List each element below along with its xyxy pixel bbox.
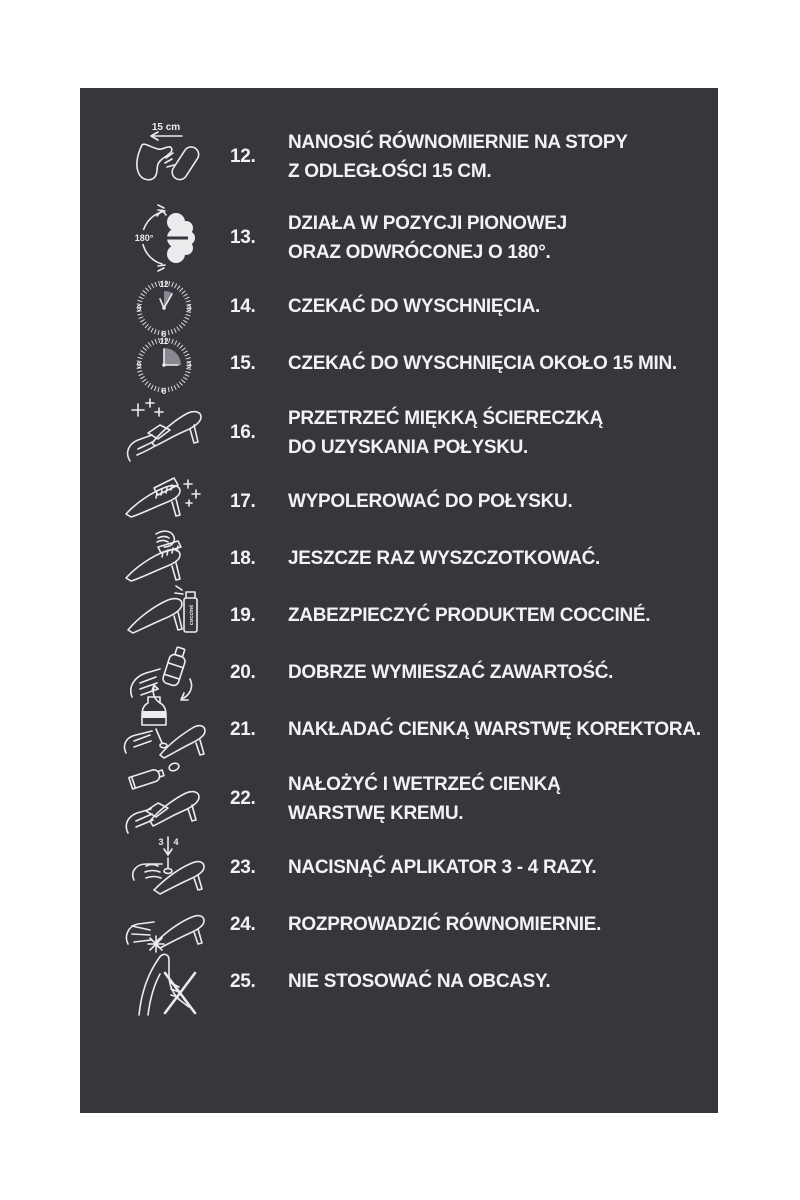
item-number: 20.	[230, 661, 256, 683]
svg-text:12: 12	[159, 279, 169, 289]
item-number: 23.	[230, 856, 256, 878]
list-item	[98, 530, 710, 587]
list-item	[98, 758, 710, 839]
item-text: NAŁOŻYĆ I WETRZEĆ CIENKĄ	[288, 773, 561, 795]
item-text: CZEKAĆ DO WYSCHNIĘCIA OKOŁO 15 MIN.	[288, 353, 677, 374]
svg-text:9: 9	[136, 360, 142, 370]
apply-corrector-icon	[120, 691, 208, 769]
foot-spray-icon	[120, 119, 208, 195]
item-number: 19.	[230, 604, 256, 626]
list-item	[98, 701, 710, 758]
item-text: NIE STOSOWAĆ NA OBCASY.	[288, 971, 551, 992]
item-text: ORAZ ODWRÓCONEJ O 180°.	[288, 241, 551, 263]
item-number: 24.	[230, 913, 256, 935]
svg-text:3: 3	[158, 836, 164, 847]
item-text: WYPOLEROWAĆ DO POŁYSKU.	[288, 491, 573, 512]
item-text: NACISNĄĆ APLIKATOR 3 - 4 RAZY.	[288, 857, 597, 878]
list-item	[98, 473, 710, 530]
item-text: CZEKAĆ DO WYSCHNIĘCIA.	[288, 296, 541, 317]
svg-text:180°: 180°	[134, 232, 154, 243]
svg-text:cocciné: cocciné	[189, 604, 195, 625]
svg-text:6: 6	[161, 329, 167, 339]
no-heels-icon	[125, 943, 203, 1021]
item-number: 17.	[230, 490, 256, 512]
item-number: 15.	[230, 352, 256, 374]
list-item	[98, 116, 710, 197]
clock-15min-icon	[131, 331, 197, 397]
item-number: 13.	[230, 226, 256, 248]
item-number: 12.	[230, 145, 256, 167]
item-text: ROZPROWADZIĆ RÓWNOMIERNIE.	[288, 914, 602, 935]
list-item	[98, 197, 710, 278]
item-number: 18.	[230, 547, 256, 569]
list-item	[98, 953, 710, 1010]
brush-shine-shoe-icon	[120, 472, 208, 532]
svg-text:9: 9	[136, 303, 142, 313]
list-item	[98, 335, 710, 396]
item-text: DZIAŁA W POZYCJI PIONOWEJ	[288, 212, 567, 234]
list-item	[98, 836, 710, 896]
item-number: 22.	[230, 787, 256, 809]
list-item	[98, 392, 710, 473]
item-text: JESZCZE RAZ WYSZCZOTKOWAĆ.	[288, 548, 601, 569]
svg-text:12: 12	[159, 336, 169, 346]
item-number: 25.	[230, 970, 256, 992]
svg-text:3: 3	[186, 360, 192, 370]
svg-text:15 cm: 15 cm	[151, 121, 181, 133]
instruction-panel	[80, 88, 718, 1113]
item-text: DO UZYSKANIA POŁYSKU.	[288, 436, 529, 458]
item-text: Z ODLEGŁOŚCI 15 CM.	[288, 160, 492, 182]
item-text: DOBRZE WYMIESZAĆ ZAWARTOŚĆ.	[288, 662, 614, 683]
svg-text:6: 6	[161, 386, 167, 396]
item-text: ZABEZPIECZYĆ PRODUKTEM COCCINÉ.	[288, 605, 651, 626]
item-text: NANOSIĆ RÓWNOMIERNIE NA STOPY	[288, 131, 628, 153]
rotate-180-spray-icon	[120, 200, 208, 276]
cream-tube-icon	[120, 759, 208, 839]
item-number: 14.	[230, 295, 256, 317]
svg-text:3: 3	[186, 303, 192, 313]
item-number: 21.	[230, 718, 256, 740]
cloth-polish-shoe-icon	[120, 397, 208, 469]
item-text: NAKŁADAĆ CIENKĄ WARSTWĘ KOREKTORA.	[288, 719, 701, 740]
list-item	[98, 278, 710, 339]
item-number: 16.	[230, 421, 256, 443]
item-text: PRZETRZEĆ MIĘKKĄ ŚCIERECZKĄ	[288, 407, 603, 429]
list-item	[98, 587, 710, 644]
item-text: WARSTWĘ KREMU.	[288, 802, 464, 824]
svg-text:4: 4	[173, 836, 179, 847]
